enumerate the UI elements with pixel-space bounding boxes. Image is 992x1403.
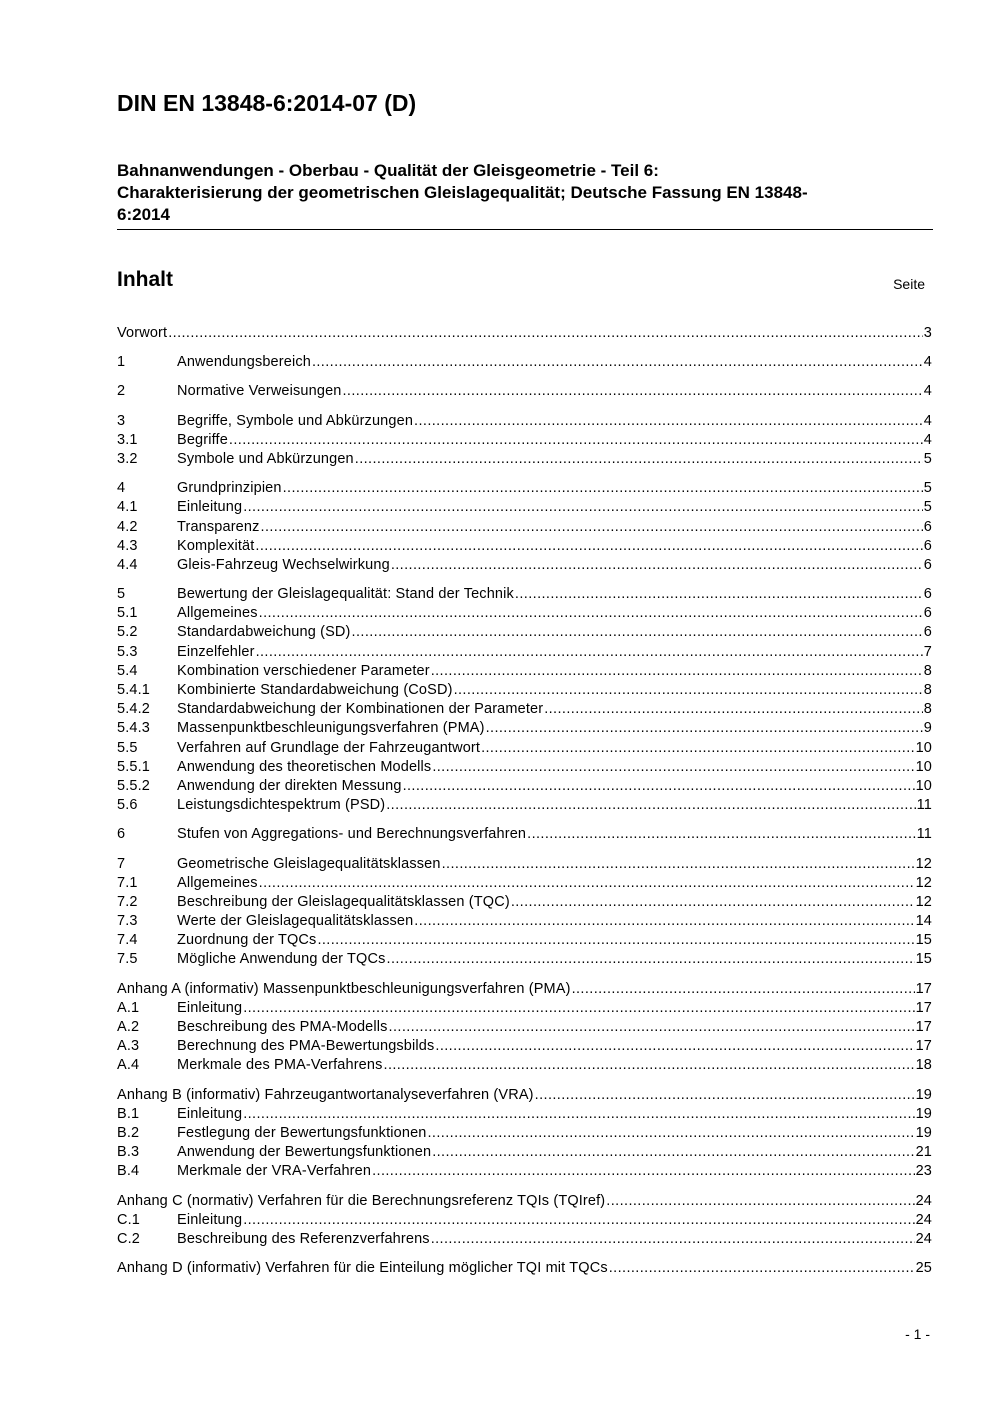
toc-entry-label: Vorwort [117,325,168,341]
toc-entry-label: Gleis-Fahrzeug Wechselwirkung [177,556,390,573]
document-number: DIN EN 13848-6:2014-07 (D) [117,90,417,116]
toc-entry-page: 23 [915,1163,932,1180]
toc-entry-page: 10 [915,777,932,794]
toc-entry-label: Einleitung [177,999,243,1016]
toc-entry-label: Werte der Gleislagequalitätsklassen [177,913,414,930]
toc-entry[interactable] [117,644,932,663]
toc-entry-label: Beschreibung der Gleislagequalitätsklassen (TQC) [177,893,510,910]
toc-entry-page: 14 [915,913,932,930]
toc-entry[interactable] [117,740,932,759]
toc-entry-label: Anhang C (normativ) Verfahren für die Berechnungsreferenz TQIs (TQIref) [117,1192,606,1209]
toc-entry-number: C.1 [117,1211,141,1228]
toc-entry[interactable] [117,1106,932,1125]
toc-entry-page: 24 [915,1230,932,1247]
toc-entry-page: 18 [915,1057,932,1074]
toc-entry-label: Einzelfehler [177,643,255,660]
toc-entry-number: 4.3 [117,537,138,554]
toc-entry-number: C.2 [117,1230,141,1247]
toc-entry-label: Anwendung der direkten Messung [177,777,402,794]
toc-entry-number: 4.2 [117,518,138,535]
toc-entry-label: Festlegung der Bewertungsfunktionen [177,1124,427,1141]
toc-entry-number: B.4 [117,1163,140,1180]
dot-leader [283,480,923,496]
toc-entry[interactable] [117,557,932,576]
toc-entry-page: 6 [923,605,932,622]
toc-entry-number: 7.2 [117,893,138,910]
toc-entry-label: Beschreibung des PMA-Modells [177,1019,388,1035]
dot-leader [384,1057,915,1073]
toc-entry-page: 7 [923,643,932,660]
toc-entry-number: 5.4 [117,662,138,679]
dot-leader [259,605,923,621]
dot-leader [609,1260,915,1276]
toc-entry-number: 5 [117,586,126,603]
toc-entry-page: 10 [915,739,932,756]
toc-entry-page: 12 [915,855,932,872]
toc-entry[interactable] [117,624,932,643]
dot-leader [414,913,914,929]
toc-entry-number: 5.4.2 [117,701,150,718]
toc-entry[interactable] [117,1125,932,1144]
toc-entry-label: Anhang D (informativ) Verfahren für die Einteilung möglicher TQI mit TQCs [117,1260,608,1277]
toc-entry[interactable] [117,1144,932,1163]
toc-entry-label: Berechnung des PMA-Bewertungsbilds [177,1038,435,1055]
toc-entry[interactable] [117,720,932,739]
toc-entry-page: 6 [923,624,932,641]
toc-entry[interactable] [117,932,932,951]
dot-leader [454,682,923,698]
toc-entry-number: 5.4.3 [117,720,150,737]
toc-entry-number: 4.4 [117,556,138,573]
dot-leader [229,432,923,448]
toc-entry-page: 5 [923,450,932,467]
toc-entry-number: B.1 [117,1105,140,1122]
dot-leader [317,932,914,948]
toc-entry[interactable] [117,586,932,605]
toc-entry-label: Leistungsdichtespektrum (PSD) [177,797,386,814]
dot-leader [372,1163,914,1179]
toc-entry[interactable] [117,682,932,701]
toc-entry[interactable] [117,605,932,624]
toc-entry[interactable] [117,1193,932,1212]
dot-leader [386,797,915,813]
toc-entry[interactable] [117,1163,932,1182]
toc-entry-number: 7.4 [117,932,138,949]
dot-leader [243,1106,914,1122]
toc-entry[interactable] [117,663,932,682]
toc-entry-page: 8 [923,662,932,679]
toc-entry[interactable] [117,856,932,875]
toc-entry-number: A.1 [117,999,140,1016]
toc-entry[interactable] [117,1057,932,1076]
toc-entry-page: 8 [923,682,932,698]
toc-entry-label: Anhang B (informativ) Fahrzeugantwortanalyseverfahren (VRA) [117,1086,534,1103]
toc-entry-page: 17 [915,1038,932,1055]
toc-entry[interactable] [117,354,932,373]
dot-leader [261,519,923,535]
table-of-contents [117,325,932,1279]
toc-entry[interactable] [117,894,932,913]
toc-entry-page: 11 [916,797,932,814]
toc-entry-label: Anhang A (informativ) Massenpunktbeschleunigungsverfahren (PMA) [117,980,571,997]
toc-entry-label: Allgemeines [177,605,258,622]
dot-leader [355,451,923,467]
dot-leader [255,538,922,554]
toc-entry-label: Verfahren auf Grundlage der Fahrzeugantwort [177,739,481,756]
toc-entry[interactable] [117,759,932,778]
dot-leader [352,624,923,640]
toc-entry-number: 5.2 [117,624,138,641]
dot-leader [243,1000,914,1016]
toc-entry-label: Transparenz [177,518,260,535]
toc-entry[interactable] [117,480,932,499]
toc-entry-label: Zuordnung der TQCs [177,932,317,949]
toc-entry[interactable] [117,1231,932,1250]
dot-leader [343,383,923,399]
dot-leader [243,499,923,515]
toc-entry[interactable] [117,1260,932,1279]
toc-entry-number: 3 [117,412,126,429]
toc-entry-page: 24 [915,1192,932,1209]
dot-leader [515,586,923,602]
dot-leader [391,557,923,573]
toc-entry-number: 7.3 [117,913,138,930]
toc-entry[interactable] [117,451,932,470]
toc-entry-page: 4 [923,412,932,429]
toc-entry-label: Merkmale des PMA-Verfahrens [177,1057,383,1074]
toc-entry-number: A.3 [117,1038,140,1055]
dot-leader [435,1038,914,1054]
dot-leader [414,413,923,429]
toc-entry-page: 4 [923,431,932,448]
toc-entry-page: 17 [915,1019,932,1035]
dot-leader [431,663,923,679]
toc-entry-number: B.3 [117,1144,140,1161]
toc-entry[interactable] [117,413,932,432]
toc-entry-number: 5.6 [117,797,138,814]
toc-entry-number: 3.1 [117,431,138,448]
dot-leader [544,701,923,717]
title-line: 6:2014 [117,205,170,224]
toc-entry-page: 4 [923,383,932,400]
toc-entry[interactable] [117,701,932,720]
toc-entry-page: 24 [915,1211,932,1228]
toc-entry-page: 19 [915,1105,932,1122]
toc-entry-label: Anwendung der Bewertungsfunktionen [177,1144,432,1161]
toc-entry-number: 7.1 [117,874,138,891]
toc-entry-number: 4.1 [117,499,138,516]
toc-entry-page: 6 [923,518,932,535]
toc-entry[interactable] [117,432,932,451]
toc-entry[interactable] [117,538,932,557]
toc-entry-number: 7.5 [117,951,138,968]
document-title [117,160,933,230]
dot-leader [256,644,923,660]
toc-entry-label: Mögliche Anwendung der TQCs [177,951,386,968]
toc-entry-label: Beschreibung des Referenzverfahrens [177,1230,430,1247]
toc-entry[interactable] [117,519,932,538]
toc-entry-label: Stufen von Aggregations- und Berechnungsverfahren [177,826,527,843]
toc-entry-number: 7 [117,855,126,872]
toc-entry-page: 25 [915,1260,932,1277]
toc-entry-label: Einleitung [177,1105,243,1122]
toc-entry-page: 17 [915,980,932,997]
toc-entry-label: Begriffe [177,431,228,448]
toc-entry-label: Anwendungsbereich [177,354,311,371]
toc-entry-number: 5.3 [117,643,138,660]
toc-entry-page: 5 [923,499,932,516]
toc-entry-page: 9 [923,720,932,737]
dot-leader [432,759,914,775]
toc-entry-label: Allgemeines [177,874,258,891]
dot-leader [403,778,915,794]
toc-entry-page: 5 [923,480,932,497]
toc-entry[interactable] [117,325,932,344]
toc-entry-label: Grundprinzipien [177,480,282,497]
toc-entry-label: Einleitung [177,1211,243,1228]
dot-leader [428,1125,915,1141]
dot-leader [606,1193,914,1209]
toc-entry-page: 17 [915,999,932,1016]
toc-entry-label: Kombinierte Standardabweichung (CoSD) [177,682,453,698]
toc-entry-page: 15 [915,951,932,968]
toc-entry-page: 12 [915,874,932,891]
dot-leader [486,720,923,736]
toc-entry-number: 3.2 [117,450,138,467]
toc-entry-page: 4 [923,354,932,371]
toc-entry[interactable] [117,1087,932,1106]
toc-entry-page: 8 [923,701,932,718]
toc-entry-label: Massenpunktbeschleunigungsverfahren (PMA) [177,720,485,737]
toc-entry-page: 6 [923,586,932,603]
toc-entry[interactable] [117,1019,932,1038]
toc-entry[interactable] [117,1212,932,1231]
toc-entry[interactable] [117,499,932,518]
dot-leader [527,826,916,842]
toc-entry-number: A.2 [117,1019,140,1035]
toc-entry[interactable] [117,951,932,970]
dot-leader [168,325,923,341]
toc-entry-label: Standardabweichung (SD) [177,624,351,641]
toc-entry[interactable] [117,383,932,402]
dot-leader [387,951,915,967]
title-line: Bahnanwendungen - Oberbau - Qualität der Gleisgeometrie - Teil 6: [117,161,659,180]
toc-heading: Inhalt [117,268,173,291]
dot-leader [431,1231,915,1247]
toc-entry[interactable] [117,797,932,816]
toc-entry-page: 21 [915,1144,932,1161]
toc-entry-page: 15 [915,932,932,949]
dot-leader [572,981,915,997]
toc-entry-label: Merkmale der VRA-Verfahren [177,1163,372,1180]
toc-entry-number: 5.5 [117,739,138,756]
toc-entry-number: 4 [117,480,126,497]
dot-leader [442,856,915,872]
toc-entry[interactable] [117,826,932,845]
toc-entry-label: Symbole und Abkürzungen [177,450,354,467]
toc-entry-label: Komplexität [177,537,255,554]
toc-entry-number: 5.1 [117,605,138,622]
toc-entry-page: 6 [923,556,932,573]
toc-entry-number: 5.5.2 [117,777,150,794]
toc-entry-label: Anwendung des theoretischen Modells [177,758,432,775]
dot-leader [243,1212,914,1228]
toc-entry[interactable] [117,1000,932,1019]
dot-leader [259,875,915,891]
toc-entry-number: 5.5.1 [117,758,150,775]
toc-entry-label: Standardabweichung der Kombinationen der Parameter [177,701,544,718]
toc-entry[interactable] [117,778,932,797]
toc-entry[interactable] [117,1038,932,1057]
toc-entry-page: 6 [923,537,932,554]
toc-entry-number: A.4 [117,1057,140,1074]
dot-leader [511,894,915,910]
dot-leader [535,1087,915,1103]
toc-entry-label: Begriffe, Symbole und Abkürzungen [177,412,414,429]
toc-entry-number: 2 [117,383,126,400]
toc-entry-label: Kombination verschiedener Parameter [177,662,430,679]
toc-entry[interactable] [117,913,932,932]
title-line: Charakterisierung der geometrischen Gleislagequalität; Deutsche Fassung EN 13848- [117,183,808,202]
toc-entry-page: 12 [915,893,932,910]
toc-entry-label: Einleitung [177,499,243,516]
toc-entry-number: 6 [117,826,126,843]
dot-leader [312,354,923,370]
dot-leader [481,740,914,756]
toc-entry[interactable] [117,875,932,894]
page-number: - 1 - [905,1326,930,1342]
toc-entry-page: 10 [915,758,932,775]
page-column-label: Seite [893,276,925,292]
toc-entry-label: Normative Verweisungen [177,383,342,400]
toc-entry-label: Geometrische Gleislagequalitätsklassen [177,855,441,872]
dot-leader [389,1019,915,1035]
toc-entry-number: B.2 [117,1124,140,1141]
toc-entry-page: 3 [923,325,932,341]
toc-entry-number: 1 [117,354,126,371]
toc-entry-page: 19 [915,1086,932,1103]
toc-entry-number: 5.4.1 [117,682,150,698]
toc-entry-page: 11 [916,826,932,843]
toc-entry[interactable] [117,981,932,1000]
toc-entry-label: Bewertung der Gleislagequalität: Stand der Technik [177,586,514,603]
dot-leader [432,1144,914,1160]
toc-entry-page: 19 [915,1124,932,1141]
